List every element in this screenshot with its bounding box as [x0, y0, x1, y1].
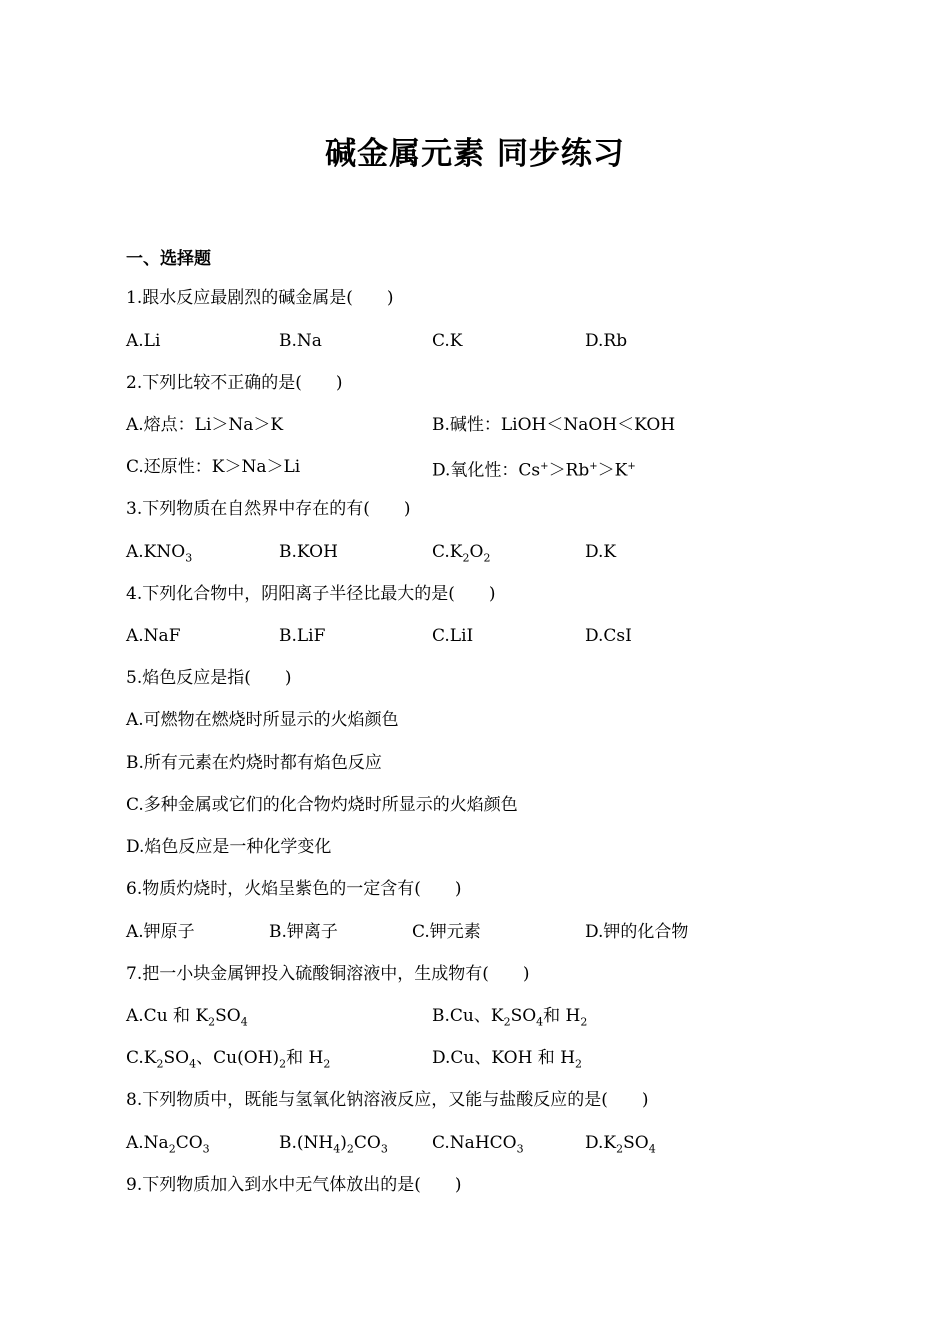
- q5-option-b: B.所有元素在灼烧时都有焰色反应: [126, 753, 382, 773]
- q4-option-d: D.CsI: [585, 626, 632, 646]
- question-6: 6.物质灼烧时，火焰呈紫色的一定含有( ): [126, 879, 462, 899]
- q8-option-c: C.NaHCO$_3$: [432, 1133, 524, 1156]
- q1-option-b: B.Na: [279, 331, 322, 351]
- question-3: 3.下列物质在自然界中存在的有( ): [126, 499, 411, 519]
- question-2: 2.下列比较不正确的是( ): [126, 373, 343, 393]
- q8-option-b: $B.(NH_4)_2CO_3$: [279, 1133, 388, 1156]
- q7-option-a: A.Cu 和 $K_2SO_4$: [126, 1006, 248, 1029]
- page-title: 碱金属元素 同步练习: [325, 136, 625, 172]
- q7-option-d: D.Cu、KOH 和 $H_2$: [432, 1048, 583, 1071]
- question-9: 9.下列物质加入到水中无气体放出的是( ): [126, 1175, 462, 1195]
- question-4: 4.下列化合物中，阴阳离子半径比最大的是( ): [126, 584, 496, 604]
- question-5: 5.焰色反应是指( ): [126, 668, 292, 688]
- question-7: 7.把一小块金属钾投入硫酸铜溶液中，生成物有( ): [126, 964, 530, 984]
- section-heading: 一、选择题: [126, 249, 211, 269]
- q4-option-a: A.NaF: [126, 626, 181, 646]
- q3-option-b: B.KOH: [279, 542, 338, 562]
- q7-option-b: B.Cu、$K_2SO_4$和 $H_2$: [432, 1006, 588, 1029]
- q6-option-a: A.钾原子: [126, 922, 195, 942]
- q6-option-b: B.钾离子: [269, 922, 338, 942]
- q2-option-a: A.熔点：Li＞Na＞K: [126, 415, 284, 435]
- q1-option-c: C.K: [432, 331, 463, 351]
- q1-option-d: D.Rb: [585, 331, 628, 351]
- question-8: 8.下列物质中，既能与氢氧化钠溶液反应，又能与盐酸反应的是( ): [126, 1090, 649, 1110]
- q5-option-d: D.焰色反应是一种化学变化: [126, 837, 332, 857]
- q4-option-b: B.LiF: [279, 626, 326, 646]
- q8-option-d: $D.K_2SO_4$: [585, 1133, 656, 1156]
- q3-option-a: $A.KNO_3$: [126, 542, 193, 565]
- q1-option-a: A.Li: [126, 331, 161, 351]
- q7-option-c: $C.K_2SO_4$、$Cu(OH)_2$和 $H_2$: [126, 1048, 331, 1071]
- q4-option-c: C.LiI: [432, 626, 474, 646]
- q2-option-b: B.碱性：LiOH＜NaOH＜KOH: [432, 415, 676, 435]
- q6-option-d: D.钾的化合物: [585, 922, 689, 942]
- question-1: 1.跟水反应最剧烈的碱金属是( ): [126, 288, 394, 308]
- q2-option-d: D.氧化性：Cs+＞Rb+＞K+: [432, 460, 636, 481]
- q2-option-c: C.还原性：K＞Na＞Li: [126, 457, 301, 477]
- q8-option-a: $A.Na_2CO_3$: [126, 1133, 210, 1156]
- q5-option-a: A.可燃物在燃烧时所显示的火焰颜色: [126, 710, 399, 730]
- q3-option-c: $C.K_2O_2$: [432, 542, 491, 565]
- q5-option-c: C.多种金属或它们的化合物灼烧时所显示的火焰颜色: [126, 795, 518, 815]
- q6-option-c: C.钾元素: [412, 922, 481, 942]
- q3-option-d: D.K: [585, 542, 617, 562]
